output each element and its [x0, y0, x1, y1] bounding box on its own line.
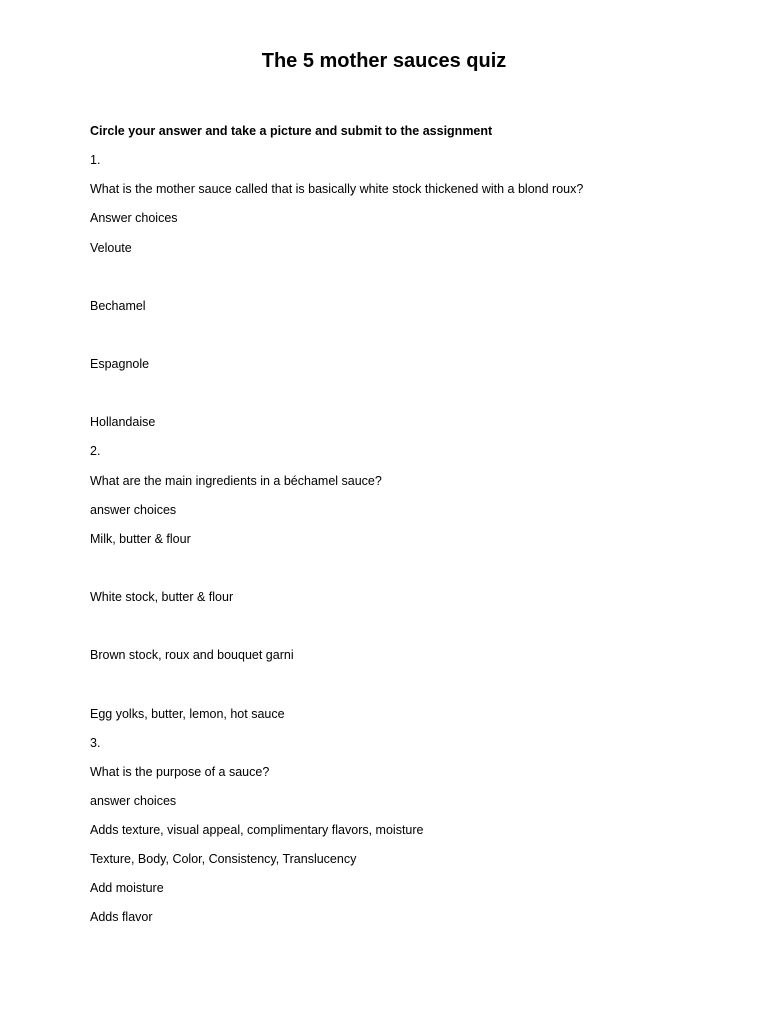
question-3-choice-a[interactable]: Adds texture, visual appeal, complimentary flavors, moisture — [90, 823, 424, 837]
page-title: The 5 mother sauces quiz — [261, 50, 507, 72]
question-3-choices-label: answer choices — [90, 794, 177, 808]
question-1-number: 1. — [90, 153, 101, 167]
question-2-number: 2. — [90, 444, 101, 458]
question-3-choice-d[interactable]: Adds flavor — [90, 910, 153, 924]
question-3-choice-b[interactable]: Texture, Body, Color, Consistency, Translucency — [90, 852, 357, 866]
question-2-choice-a[interactable]: Milk, butter & flour — [90, 532, 191, 546]
question-1-choices-label: Answer choices — [90, 211, 178, 225]
question-2-choices-label: answer choices — [90, 503, 177, 517]
instructions: Circle your answer and take a picture and submit to the assignment — [90, 124, 493, 138]
question-1-choice-d[interactable]: Hollandaise — [90, 415, 156, 429]
question-2-choice-c[interactable]: Brown stock, roux and bouquet garni — [90, 648, 294, 662]
question-2-text: What are the main ingredients in a béchamel sauce? — [90, 474, 382, 488]
question-3-number: 3. — [90, 736, 101, 750]
question-2-choice-d[interactable]: Egg yolks, butter, lemon, hot sauce — [90, 707, 285, 721]
question-1-choice-a[interactable]: Veloute — [90, 241, 132, 255]
question-1-choice-b[interactable]: Bechamel — [90, 299, 146, 313]
question-3-choice-c[interactable]: Add moisture — [90, 881, 164, 895]
question-2-choice-b[interactable]: White stock, butter & flour — [90, 590, 234, 604]
question-3-text: What is the purpose of a sauce? — [90, 765, 270, 779]
question-1-text: What is the mother sauce called that is basically white stock thickened with a blond roux? — [90, 182, 584, 196]
question-1-choice-c[interactable]: Espagnole — [90, 357, 150, 371]
